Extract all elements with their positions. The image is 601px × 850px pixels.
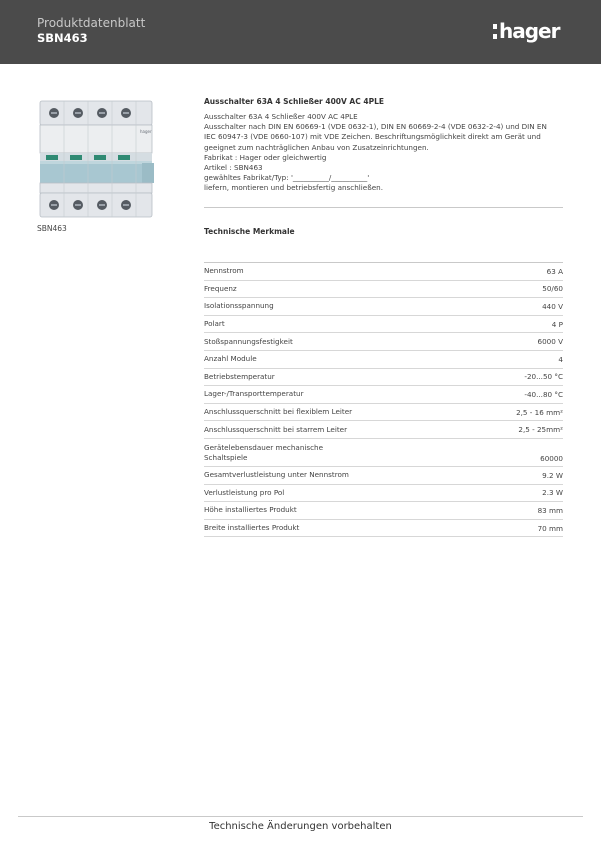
spec-row bbox=[204, 485, 563, 503]
spec-row bbox=[204, 263, 563, 281]
spec-name: Gesamtverlustleistung unter Nennstrom bbox=[204, 470, 349, 480]
footer-note: Technische Änderungen vorbehalten bbox=[209, 821, 392, 832]
spec-row bbox=[204, 439, 563, 467]
spec-value: 2,5 - 25mm² bbox=[518, 425, 563, 435]
spec-row bbox=[204, 520, 563, 538]
description-title: Ausschalter 63A 4 Schließer 400V AC 4PLE bbox=[204, 97, 384, 106]
description-line: Ausschalter 63A 4 Schließer 400V AC 4PLE bbox=[204, 112, 358, 121]
product-description bbox=[204, 97, 564, 194]
spec-row bbox=[204, 386, 563, 404]
spec-name: Frequenz bbox=[204, 283, 237, 293]
spec-value: 4 P bbox=[551, 319, 563, 329]
spec-row bbox=[204, 298, 563, 316]
spec-row bbox=[204, 281, 563, 299]
spec-name: Höhe installiertes Produkt bbox=[204, 505, 297, 515]
spec-value: -40...80 °C bbox=[524, 389, 563, 399]
spec-row bbox=[204, 316, 563, 334]
description-line: Fabrikat : Hager oder gleichwertig bbox=[204, 152, 327, 162]
section-divider bbox=[204, 207, 563, 208]
product-brand-label: hager bbox=[140, 129, 152, 134]
hager-logo-mark-icon bbox=[493, 24, 497, 39]
product-code: SBN463 bbox=[37, 31, 88, 45]
spec-value: 2.3 W bbox=[542, 488, 563, 498]
spec-name: Gerätelebensdauer mechanische Schaltspiele bbox=[204, 442, 324, 462]
spec-name: Nennstrom bbox=[204, 266, 244, 276]
product-image bbox=[34, 97, 158, 221]
spec-value: 6000 V bbox=[537, 337, 563, 347]
description-line: Ausschalter nach DIN EN 60669-1 (VDE 0632-1), DIN EN 60669-2-4 (VDE 0632-2-4) und DIN EN bbox=[204, 122, 547, 132]
spec-row bbox=[204, 421, 563, 439]
description-line: Artikel : SBN463 bbox=[204, 163, 263, 173]
spec-value: 9.2 W bbox=[542, 470, 563, 480]
spec-name: Betriebstemperatur bbox=[204, 371, 275, 381]
spec-value: 70 mm bbox=[537, 523, 563, 533]
spec-name: Anzahl Module bbox=[204, 354, 257, 364]
spec-name: Stoßspannungsfestigkeit bbox=[204, 336, 293, 346]
spec-name: Breite installiertes Produkt bbox=[204, 523, 300, 533]
description-line: IEC 60947-3 (VDE 0660-107) mit VDE Zeichen. Beschriftungsmöglichkeit direkt am Gerät und bbox=[204, 132, 541, 142]
spec-name: Lager-/Transporttemperatur bbox=[204, 389, 304, 399]
spec-row bbox=[204, 404, 563, 422]
footer-divider bbox=[18, 816, 583, 817]
spec-name: Polart bbox=[204, 319, 225, 329]
hager-logo bbox=[493, 18, 559, 44]
spec-name: Anschlussquerschnitt bei starrem Leiter bbox=[204, 424, 348, 434]
spec-value: 440 V bbox=[542, 301, 563, 311]
description-line: geeignet zum nachträglichen Anbau von Zusatzeinrichtungen. bbox=[204, 142, 429, 152]
spec-row bbox=[204, 467, 563, 485]
spec-value: 4 bbox=[558, 354, 563, 364]
image-caption: SBN463 bbox=[37, 224, 67, 233]
spec-value: 50/60 bbox=[542, 284, 563, 294]
spec-row bbox=[204, 502, 563, 520]
spec-row bbox=[204, 333, 563, 351]
spec-value: 63 A bbox=[546, 266, 563, 276]
spec-name: Anschlussquerschnitt bei flexiblem Leiter bbox=[204, 407, 353, 417]
spec-value: -20...50 °C bbox=[524, 372, 563, 382]
specs-table bbox=[204, 262, 563, 537]
spec-value: 2,5 - 16 mm² bbox=[516, 407, 563, 417]
spec-row bbox=[204, 369, 563, 387]
spec-row bbox=[204, 351, 563, 369]
specs-title: Technische Merkmale bbox=[204, 227, 295, 236]
hager-logo-text: hager bbox=[499, 19, 560, 43]
description-line: gewähltes Fabrikat/Typ: '__________/__________' bbox=[204, 173, 370, 183]
document-type: Produktdatenblatt bbox=[37, 16, 146, 30]
spec-name: Isolationsspannung bbox=[204, 301, 274, 311]
spec-value: 60000 bbox=[540, 453, 563, 463]
description-line: liefern, montieren und betriebsfertig anschließen. bbox=[204, 183, 383, 193]
page-header bbox=[0, 0, 601, 64]
spec-value: 83 mm bbox=[537, 505, 563, 515]
spec-name: Verlustleistung pro Pol bbox=[204, 487, 285, 497]
